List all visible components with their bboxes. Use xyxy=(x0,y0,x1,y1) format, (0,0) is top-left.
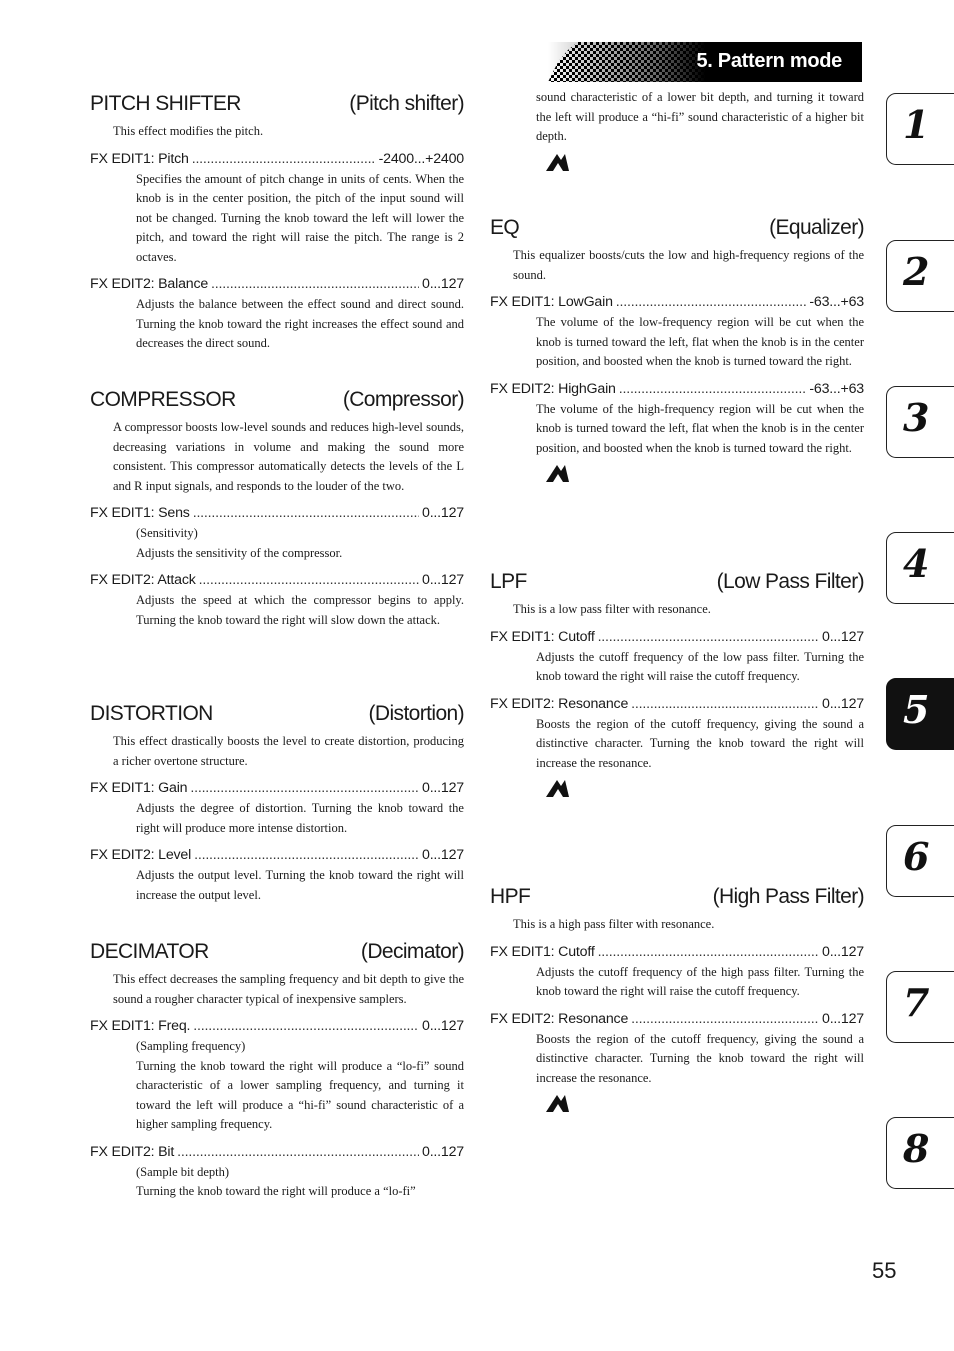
section-subtitle: (High Pass Filter) xyxy=(712,885,864,908)
param-subtitle: (Sample bit depth) xyxy=(136,1164,230,1179)
param-name: FX EDIT2: Attack xyxy=(90,572,196,588)
section-title: LPF xyxy=(490,570,527,593)
param-range: 0...127 xyxy=(822,1010,864,1027)
dot-leader xyxy=(193,1015,419,1037)
param-range: 0...127 xyxy=(822,943,864,960)
chapter-tab-number: 1 xyxy=(903,102,930,147)
dot-leader xyxy=(194,844,419,866)
page-number: 55 xyxy=(872,1258,897,1283)
param-name: FX EDIT2: Resonance xyxy=(490,1010,629,1027)
section-intro: This effect drastically boosts the level to create distortion, producing a richer overtone structure. xyxy=(113,734,464,768)
param-range: 0...127 xyxy=(822,628,864,645)
chapter-tab-3[interactable] xyxy=(886,386,954,458)
param-line xyxy=(90,844,464,866)
chapter-tab-number: 4 xyxy=(903,541,930,586)
note-icon xyxy=(544,151,570,173)
note-icon xyxy=(544,777,570,799)
section-intro: A compressor boosts low-level sounds and reduces high-level sounds, decreasing variations in volume and making the sound more consistent. This compressor automatically detects the levels of the L and R input signals, and responds to the louder of the two. xyxy=(113,420,464,493)
section-intro: This effect modifies the pitch. xyxy=(113,124,264,138)
chapter-tab-number: 5 xyxy=(903,687,930,732)
section-heading xyxy=(90,88,464,122)
param-block xyxy=(490,378,864,459)
param-name: FX EDIT1: Cutoff xyxy=(490,943,595,960)
param-description: Adjusts the sensitivity of the compressor. xyxy=(136,545,343,560)
dot-leader xyxy=(619,378,807,400)
chapter-tab-6[interactable] xyxy=(886,825,954,897)
dot-leader xyxy=(193,502,419,524)
section-hpf xyxy=(490,881,864,1114)
param-range: -2400...+2400 xyxy=(378,150,464,167)
param-name: FX EDIT1: Pitch xyxy=(90,150,189,167)
param-range: 0...127 xyxy=(422,505,464,521)
param-line xyxy=(490,1008,864,1030)
section-title: PITCH SHIFTER xyxy=(90,92,241,115)
section-title: DECIMATOR xyxy=(90,940,209,963)
param-range: 0...127 xyxy=(822,695,864,712)
chapter-tab-number: 2 xyxy=(903,249,930,294)
param-description: Specifies the amount of pitch change in units of cents. When the knob is in the center position, the pitch of the input sound will not be changed. Turning the knob toward the left will lower the pitch, and toward the right will raise the pitch. The range is 2 octaves. xyxy=(136,171,464,264)
chapter-tab-8[interactable] xyxy=(886,1117,954,1189)
param-line xyxy=(90,1141,464,1163)
section-eq xyxy=(490,212,864,484)
param-line xyxy=(90,569,464,591)
section-subtitle: (Compressor) xyxy=(342,388,464,411)
param-description: Boosts the region of the cutoff frequency, giving the sound a distinctive character. Turning the knob toward the right will increase the resonance. xyxy=(536,716,864,770)
note-icon xyxy=(544,1092,570,1114)
param-range: 0...127 xyxy=(422,276,464,292)
param-name: FX EDIT2: Level xyxy=(90,847,192,863)
param-description: Adjusts the balance between the effect sound and direct sound. Turning the knob toward the right increases the effect sound and decreases the direct sound. xyxy=(136,297,464,350)
param-range: 0...127 xyxy=(422,847,464,863)
param-line xyxy=(490,941,864,963)
param-description: Turning the knob toward the right will produce a “lo-fi” xyxy=(136,1184,416,1198)
section-subtitle: (Low Pass Filter) xyxy=(716,570,864,593)
section-intro: This is a low pass filter with resonance. xyxy=(513,602,711,616)
section-subtitle: (Pitch shifter) xyxy=(349,92,464,115)
param-block xyxy=(490,291,864,372)
param-name: FX EDIT1: Cutoff xyxy=(490,628,595,645)
param-name: FX EDIT2: Bit xyxy=(90,1143,175,1160)
chapter-tab-4[interactable] xyxy=(886,532,954,604)
dot-leader xyxy=(598,941,819,963)
param-name: FX EDIT2: Balance xyxy=(90,276,209,292)
section-title: HPF xyxy=(490,885,531,908)
section-decimator xyxy=(90,936,464,1202)
dot-leader xyxy=(211,273,419,295)
param-description: Boosts the region of the cutoff frequency, giving the sound a distinctive character. Turning the knob toward the right will increase the resonance. xyxy=(536,1031,864,1085)
chapter-tab-number: 8 xyxy=(903,1126,930,1171)
dot-leader xyxy=(199,569,419,591)
chapter-tab-number: 6 xyxy=(903,834,930,879)
section-heading xyxy=(90,698,464,732)
param-block xyxy=(90,844,464,905)
param-line xyxy=(490,378,864,400)
param-range: -63...+63 xyxy=(809,380,864,397)
section-intro: This equalizer boosts/cuts the low and high-frequency regions of the sound. xyxy=(513,248,864,282)
chapter-title: 5. Pattern mode xyxy=(696,50,842,72)
section-heading xyxy=(90,384,464,418)
param-description: Adjusts the degree of distortion. Turning the knob toward the right will produce more intense distortion. xyxy=(136,801,464,835)
param-block xyxy=(90,148,464,268)
param-description: Adjusts the output level. Turning the knob toward the right will increase the output level. xyxy=(136,868,464,902)
dot-leader xyxy=(631,1008,819,1030)
param-range: 0...127 xyxy=(422,1018,464,1034)
param-block xyxy=(90,569,464,630)
param-block xyxy=(490,626,864,687)
param-name: FX EDIT1: LowGain xyxy=(490,294,613,310)
section-heading xyxy=(490,881,864,915)
param-name: FX EDIT1: Sens xyxy=(90,505,190,521)
param-line xyxy=(490,693,864,715)
continued-text: sound characteristic of a lower bit depth, and turning it toward the left will produce a “hi-fi” sound characteristic of a higher bit depth. xyxy=(536,90,864,143)
section-title: COMPRESSOR xyxy=(90,388,236,411)
chapter-tab-number: 7 xyxy=(903,980,930,1025)
param-line xyxy=(490,291,864,313)
chapter-header xyxy=(548,42,862,82)
dot-leader xyxy=(192,148,376,170)
section-pitch-shifter xyxy=(90,88,464,354)
param-block xyxy=(90,1015,464,1135)
param-block xyxy=(490,941,864,1002)
section-compressor xyxy=(90,384,464,630)
section-title: EQ xyxy=(490,216,520,239)
section-subtitle: (Distortion) xyxy=(368,702,464,725)
param-name: FX EDIT2: Resonance xyxy=(490,695,629,712)
param-block xyxy=(90,777,464,838)
chapter-tab-number: 3 xyxy=(903,395,930,440)
section-lpf xyxy=(490,566,864,799)
param-range: 0...127 xyxy=(422,1143,464,1160)
decimator-continued xyxy=(490,88,864,173)
section-intro: This is a high pass filter with resonance. xyxy=(513,917,715,931)
param-line xyxy=(490,626,864,648)
chapter-tab-2[interactable] xyxy=(886,240,954,312)
param-subtitle: (Sensitivity) xyxy=(136,526,198,540)
param-description: Adjusts the cutoff frequency of the high pass filter. Turning the knob toward the right will raise the cutoff frequency. xyxy=(536,964,864,998)
param-name: FX EDIT2: HighGain xyxy=(490,380,616,397)
note-icon xyxy=(544,462,570,484)
chapter-tab-7[interactable] xyxy=(886,971,954,1043)
param-line xyxy=(90,502,464,524)
param-description: The volume of the high-frequency region will be cut when the knob is turned toward the left, flat when the knob is in the center position, and boosted when the knob is turned toward the right. xyxy=(536,401,864,455)
param-line xyxy=(90,148,464,170)
section-subtitle: (Decimator) xyxy=(360,940,464,963)
param-description: Turning the knob toward the right will produce a “lo-fi” sound characteristic of a lower sampling frequency, and turning it toward the left will produce a “hi-fi” sound characteristic of a higher sampling frequency. xyxy=(136,1058,464,1131)
param-block xyxy=(90,1141,464,1202)
dot-leader xyxy=(616,291,807,313)
param-range: -63...+63 xyxy=(809,294,864,310)
dot-leader xyxy=(631,693,819,715)
param-description: Adjusts the speed at which the compressor begins to apply. Turning the knob toward the right will slow down the attack. xyxy=(136,593,464,627)
param-range: 0...127 xyxy=(422,780,464,796)
param-range: 0...127 xyxy=(422,572,464,588)
section-subtitle: (Equalizer) xyxy=(769,216,864,239)
param-block xyxy=(490,693,864,774)
section-title: DISTORTION xyxy=(90,702,213,725)
section-heading xyxy=(90,936,464,970)
section-intro: This effect decreases the sampling frequency and bit depth to give the sound a rougher character typical of inexpensive samplers. xyxy=(113,972,464,1006)
param-subtitle: (Sampling frequency) xyxy=(136,1039,246,1053)
param-line xyxy=(90,1015,464,1037)
section-distortion xyxy=(90,698,464,905)
param-block xyxy=(90,273,464,354)
dot-leader xyxy=(177,1141,419,1163)
param-name: FX EDIT1: Gain xyxy=(90,780,188,796)
chapter-tab-1[interactable] xyxy=(886,93,954,165)
param-line xyxy=(90,777,464,799)
section-heading xyxy=(490,212,864,246)
section-heading xyxy=(490,566,864,600)
param-block xyxy=(490,1008,864,1089)
param-description: The volume of the low-frequency region will be cut when the knob is turned toward the left, flat when the knob is in the center position, and boosted when the knob is turned toward the right. xyxy=(536,315,864,368)
param-line xyxy=(90,273,464,295)
param-description: Adjusts the cutoff frequency of the low pass filter. Turning the knob toward the right will raise the cutoff frequency. xyxy=(536,649,864,683)
dot-leader xyxy=(598,626,819,648)
param-name: FX EDIT1: Freq. xyxy=(90,1018,191,1034)
dot-leader xyxy=(190,777,419,799)
chapter-tab-5[interactable] xyxy=(886,678,954,750)
param-block xyxy=(90,502,464,563)
